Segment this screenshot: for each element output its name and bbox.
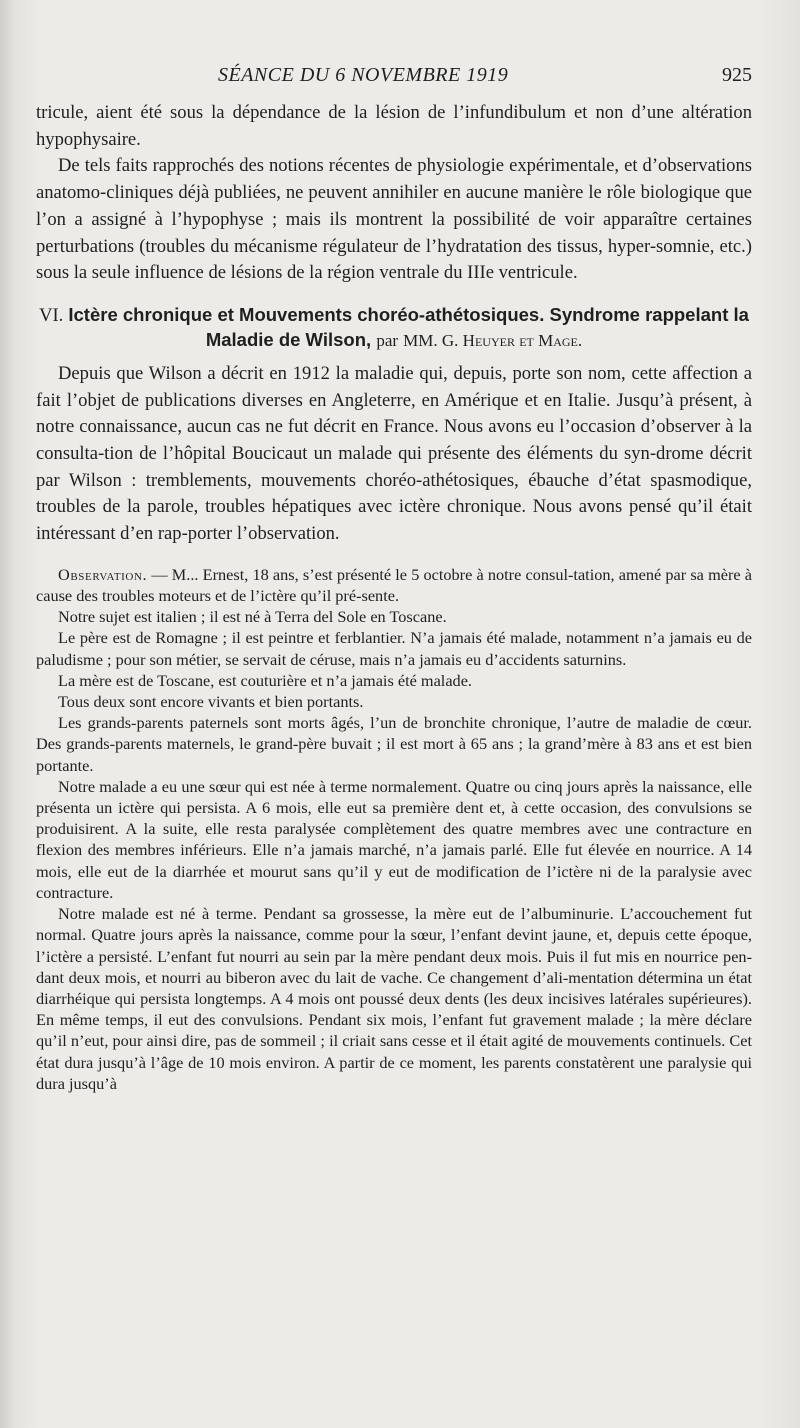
section-number: VI. xyxy=(39,305,64,326)
article-paragraph: Depuis que Wilson a décrit en 1912 la maladie qui, depuis, porte son nom, cette affection a fait l’objet de publications diverses en Angleterre, en Amérique et en Italie. Jusqu’à présent, à notre connaissance, aucun cas ne fut décrit en France. Nous avons eu l’occasion d’observer à la consulta-tion de l’hôpital Boucicaut un malade qui présente des éléments du syn-drome décrit par Wilson : tremblements, mouvements choréo-athétosiques, ébauche d’état spasmodique, troubles de la parole, troubles hépatiques avec ictère chronique. Nous avons pensé qu’il était intéressant d’en rap-porter l’observation. xyxy=(36,362,752,545)
intro-paragraph: De tels faits rapprochés des notions récentes de physiologie expérimentale, et d’observations anatomo-cliniques déjà publiées, ne peuvent annihiler en aucune manière le rôle biologique que l’on a assigné à l’hypophyse ; mais ils montrent la possibilité de voir apparaître certaines perturbations (troubles du mécanisme régulateur de l’hydratation des tissus, hyper-somnie, etc.) sous la seule influence de lésions de la région ventrale du IIIe ventricule. xyxy=(36,155,752,284)
section-by: par xyxy=(376,330,399,350)
observation-paragraph: La mère est de Toscane, est couturière et n’a jamais été malade. xyxy=(58,670,472,690)
observation-block xyxy=(36,564,752,1094)
observation-paragraph: Le père est de Romagne ; il est peintre et ferblantier. N’a jamais été malade, notamment n’a jamais eu de paludisme ; pour son métier, se servait de céruse, mais n’a jamais eu d’accidents saturnins. xyxy=(36,628,752,669)
observation-paragraph: Les grands-parents paternels sont morts âgés, l’un de bronchite chronique, l’autre de maladie de cœur. Des grands-parents maternels, le grand-père buvait ; il est mort à 65 ans ; la grand’mère à 83 ans et est bien portante. xyxy=(36,713,752,775)
observation-paragraph: Notre sujet est italien ; il est né à Terra del Sole en Toscane. xyxy=(58,607,447,627)
section-heading xyxy=(36,303,752,353)
page-header xyxy=(0,64,800,90)
page-content xyxy=(36,100,752,1094)
observation-paragraph: Notre malade a eu une sœur qui est née à terme normalement. Quatre ou cinq jours après la naissance, elle présenta un ictère qui persista. A 6 mois, elle eut sa première dent et, à cette occasion, des convulsions se produisirent. A la suite, elle resta paralysée complètement des quatre membres avec une contracture en flexion des membres inférieurs. Elle n’a jamais marché, n’a jamais parlé. Elle fut élevée en nourrice. A 14 mois, elle eut de la diarrhée et mourut sans qu’il y eut de modification de l’ictère ni de la paralysie avec contracture. xyxy=(36,776,752,902)
page-number: 925 xyxy=(722,64,752,86)
running-title: SÉANCE DU 6 NOVEMBRE 1919 xyxy=(218,64,509,86)
observation-lead xyxy=(36,564,752,606)
section-authors: MM. G. Heuyer et Mage. xyxy=(403,330,583,350)
observation-paragraph: Tous deux sont encore vivants et bien portants. xyxy=(58,692,364,712)
observation-lead-text: — M... Ernest, 18 ans, s’est présenté le 5 octobre à notre consul-tation, amené par sa mère à cause des troubles moteurs et de l’ictère qu’il pré-sente. xyxy=(36,564,752,606)
continued-paragraph: tricule, aient été sous la dépendance de la lésion de l’infundibulum et non d’une altération hypophysaire. xyxy=(36,102,752,150)
observation-label: Observation. xyxy=(58,564,148,584)
observation-paragraph: Notre malade est né à terme. Pendant sa grossesse, la mère eut de l’albuminurie. L’accouchement fut normal. Quatre jours après la naissance, comme pour la sœur, l’enfant devint jaune, et, depuis cette époque, l’ictère a persisté. L’enfant fut nourri au sein par la mère pendant deux mois. Puis il fut mis en nourrice pen-dant deux mois, et nourri au biberon avec du lait de vache. Ce changement d’ali-mentation détermina un état diarrhéique qui persista longtemps. A 4 mois ont poussé deux dents (les deux incisives latérales supérieures). En même temps, il eut des convulsions. Pendant six mois, l’enfant fut gravement malade ; la mère déclare qu’il n’eut, pour ainsi dire, pas de sommeil ; il criait sans cesse et il était agité de mouvements continuels. Cet état dura jusqu’à l’âge de 10 mois environ. A partir de ce moment, les parents constatèrent une paralysie qui dura jusqu’à xyxy=(36,904,752,1093)
section-title: Ictère chronique et Mouvements choréo-athétosiques. Syndrome rappelant la Maladie de Wilson, xyxy=(68,303,749,350)
